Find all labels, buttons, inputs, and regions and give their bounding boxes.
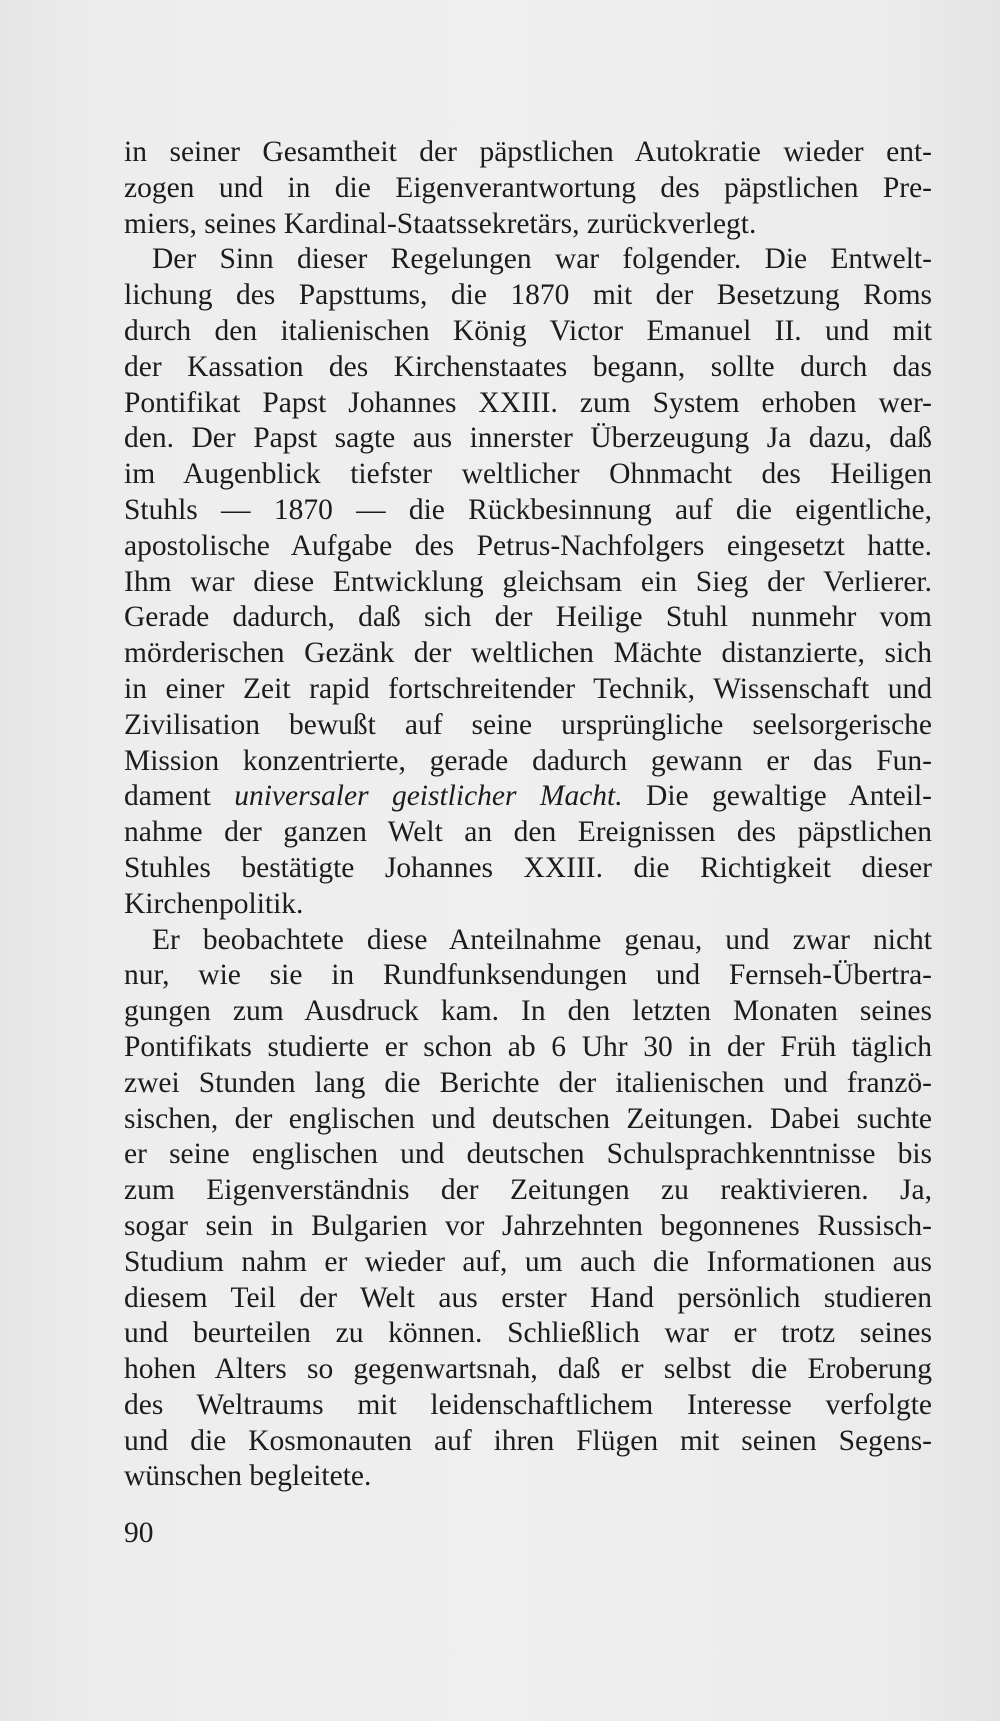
text-line: lichung des Papsttums, die 1870 mit der Besetzung Roms (124, 279, 932, 312)
page-number: 90 (124, 1517, 154, 1549)
text-line: nur, wie sie in Rundfunksendungen und Fernseh-Übertra- (124, 959, 932, 992)
text-line: in einer Zeit rapid fortschreitender Technik, Wissenschaft und (124, 672, 932, 705)
text-line: Pontifikat Papst Johannes XXIII. zum System erhoben wer- (124, 386, 932, 419)
text-line: durch den italienischen König Victor Emanuel II. und mit (124, 314, 932, 347)
text-line: Er beobachtete diese Anteilnahme genau, und zwar nicht (152, 923, 932, 956)
text-line: Kirchenpolitik. (124, 887, 304, 920)
text-line: Studium nahm er wieder auf, um auch die Informationen aus (124, 1245, 932, 1278)
text-line: hohen Alters so gegenwartsnah, daß er selbst die Eroberung (124, 1353, 932, 1386)
text-line: Stuhles bestätigte Johannes XXIII. die Richtigkeit dieser (124, 851, 932, 884)
italic-phrase: universaler geistlicher Macht. (234, 780, 623, 813)
text-line: sischen, der englischen und deutschen Zeitungen. Dabei suchte (124, 1102, 932, 1135)
text-line: miers, seines Kardinal-Staatssekretärs, zurückverlegt. (124, 207, 757, 240)
text-line: und die Kosmonauten auf ihren Flügen mit seinen Segens- (124, 1424, 932, 1457)
body-text (124, 135, 932, 1495)
text-line: der Kassation des Kirchenstaates begann, sollte durch das (124, 350, 932, 383)
text-line: Pontifikats studierte er schon ab 6 Uhr 30 in der Früh täglich (124, 1030, 932, 1063)
text-line: zum Eigenverständnis der Zeitungen zu reaktivieren. Ja, (124, 1174, 932, 1207)
text-line: den. Der Papst sagte aus innerster Überzeugung Ja dazu, daß (124, 422, 932, 455)
text-line: zogen und in die Eigenverantwortung des päpstlichen Pre- (124, 171, 932, 204)
text-segment: dament (124, 780, 235, 813)
text-line: Stuhls — 1870 — die Rückbesinnung auf die eigentliche, (124, 493, 932, 526)
text-line: apostolische Aufgabe des Petrus-Nachfolgers eingesetzt hatte. (124, 529, 932, 562)
text-line: diesem Teil der Welt aus erster Hand persönlich studieren (124, 1281, 932, 1314)
text-line: in seiner Gesamtheit der päpstlichen Autokratie wieder ent- (124, 136, 932, 168)
text-line: Der Sinn dieser Regelungen war folgender. Die Entwelt- (152, 243, 932, 276)
text-line: wünschen begleitete. (124, 1460, 372, 1493)
text-line: er seine englischen und deutschen Schulsprachkenntnisse bis (124, 1138, 932, 1171)
text-line: Gerade dadurch, daß sich der Heilige Stuhl nunmehr vom (124, 601, 932, 634)
text-segment: Die gewaltige Anteil- (622, 780, 932, 813)
text-line-with-italic (124, 779, 932, 815)
text-line: Zivilisation bewußt auf seine ursprüngliche seelsorgerische (124, 708, 932, 741)
text-line: gungen zum Ausdruck kam. In den letzten Monaten seines (124, 995, 932, 1028)
text-line: mörderischen Gezänk der weltlichen Mächte distanzierte, sich (124, 637, 932, 670)
text-line: im Augenblick tiefster weltlicher Ohnmacht des Heiligen (124, 458, 932, 491)
text-line: nahme der ganzen Welt an den Ereignissen des päpstlichen (124, 816, 932, 849)
text-line: Ihm war diese Entwicklung gleichsam ein Sieg der Verlierer. (124, 565, 932, 598)
text-line: sogar sein in Bulgarien vor Jahrzehnten begonnenes Russisch- (124, 1209, 932, 1242)
text-line: Mission konzentrierte, gerade dadurch gewann er das Fun- (124, 744, 932, 777)
text-line: des Weltraums mit leidenschaftlichem Interesse verfolgte (124, 1388, 932, 1421)
text-line: zwei Stunden lang die Berichte der italienischen und franzö- (124, 1066, 932, 1099)
text-line: und beurteilen zu können. Schließlich war er trotz seines (124, 1317, 932, 1350)
